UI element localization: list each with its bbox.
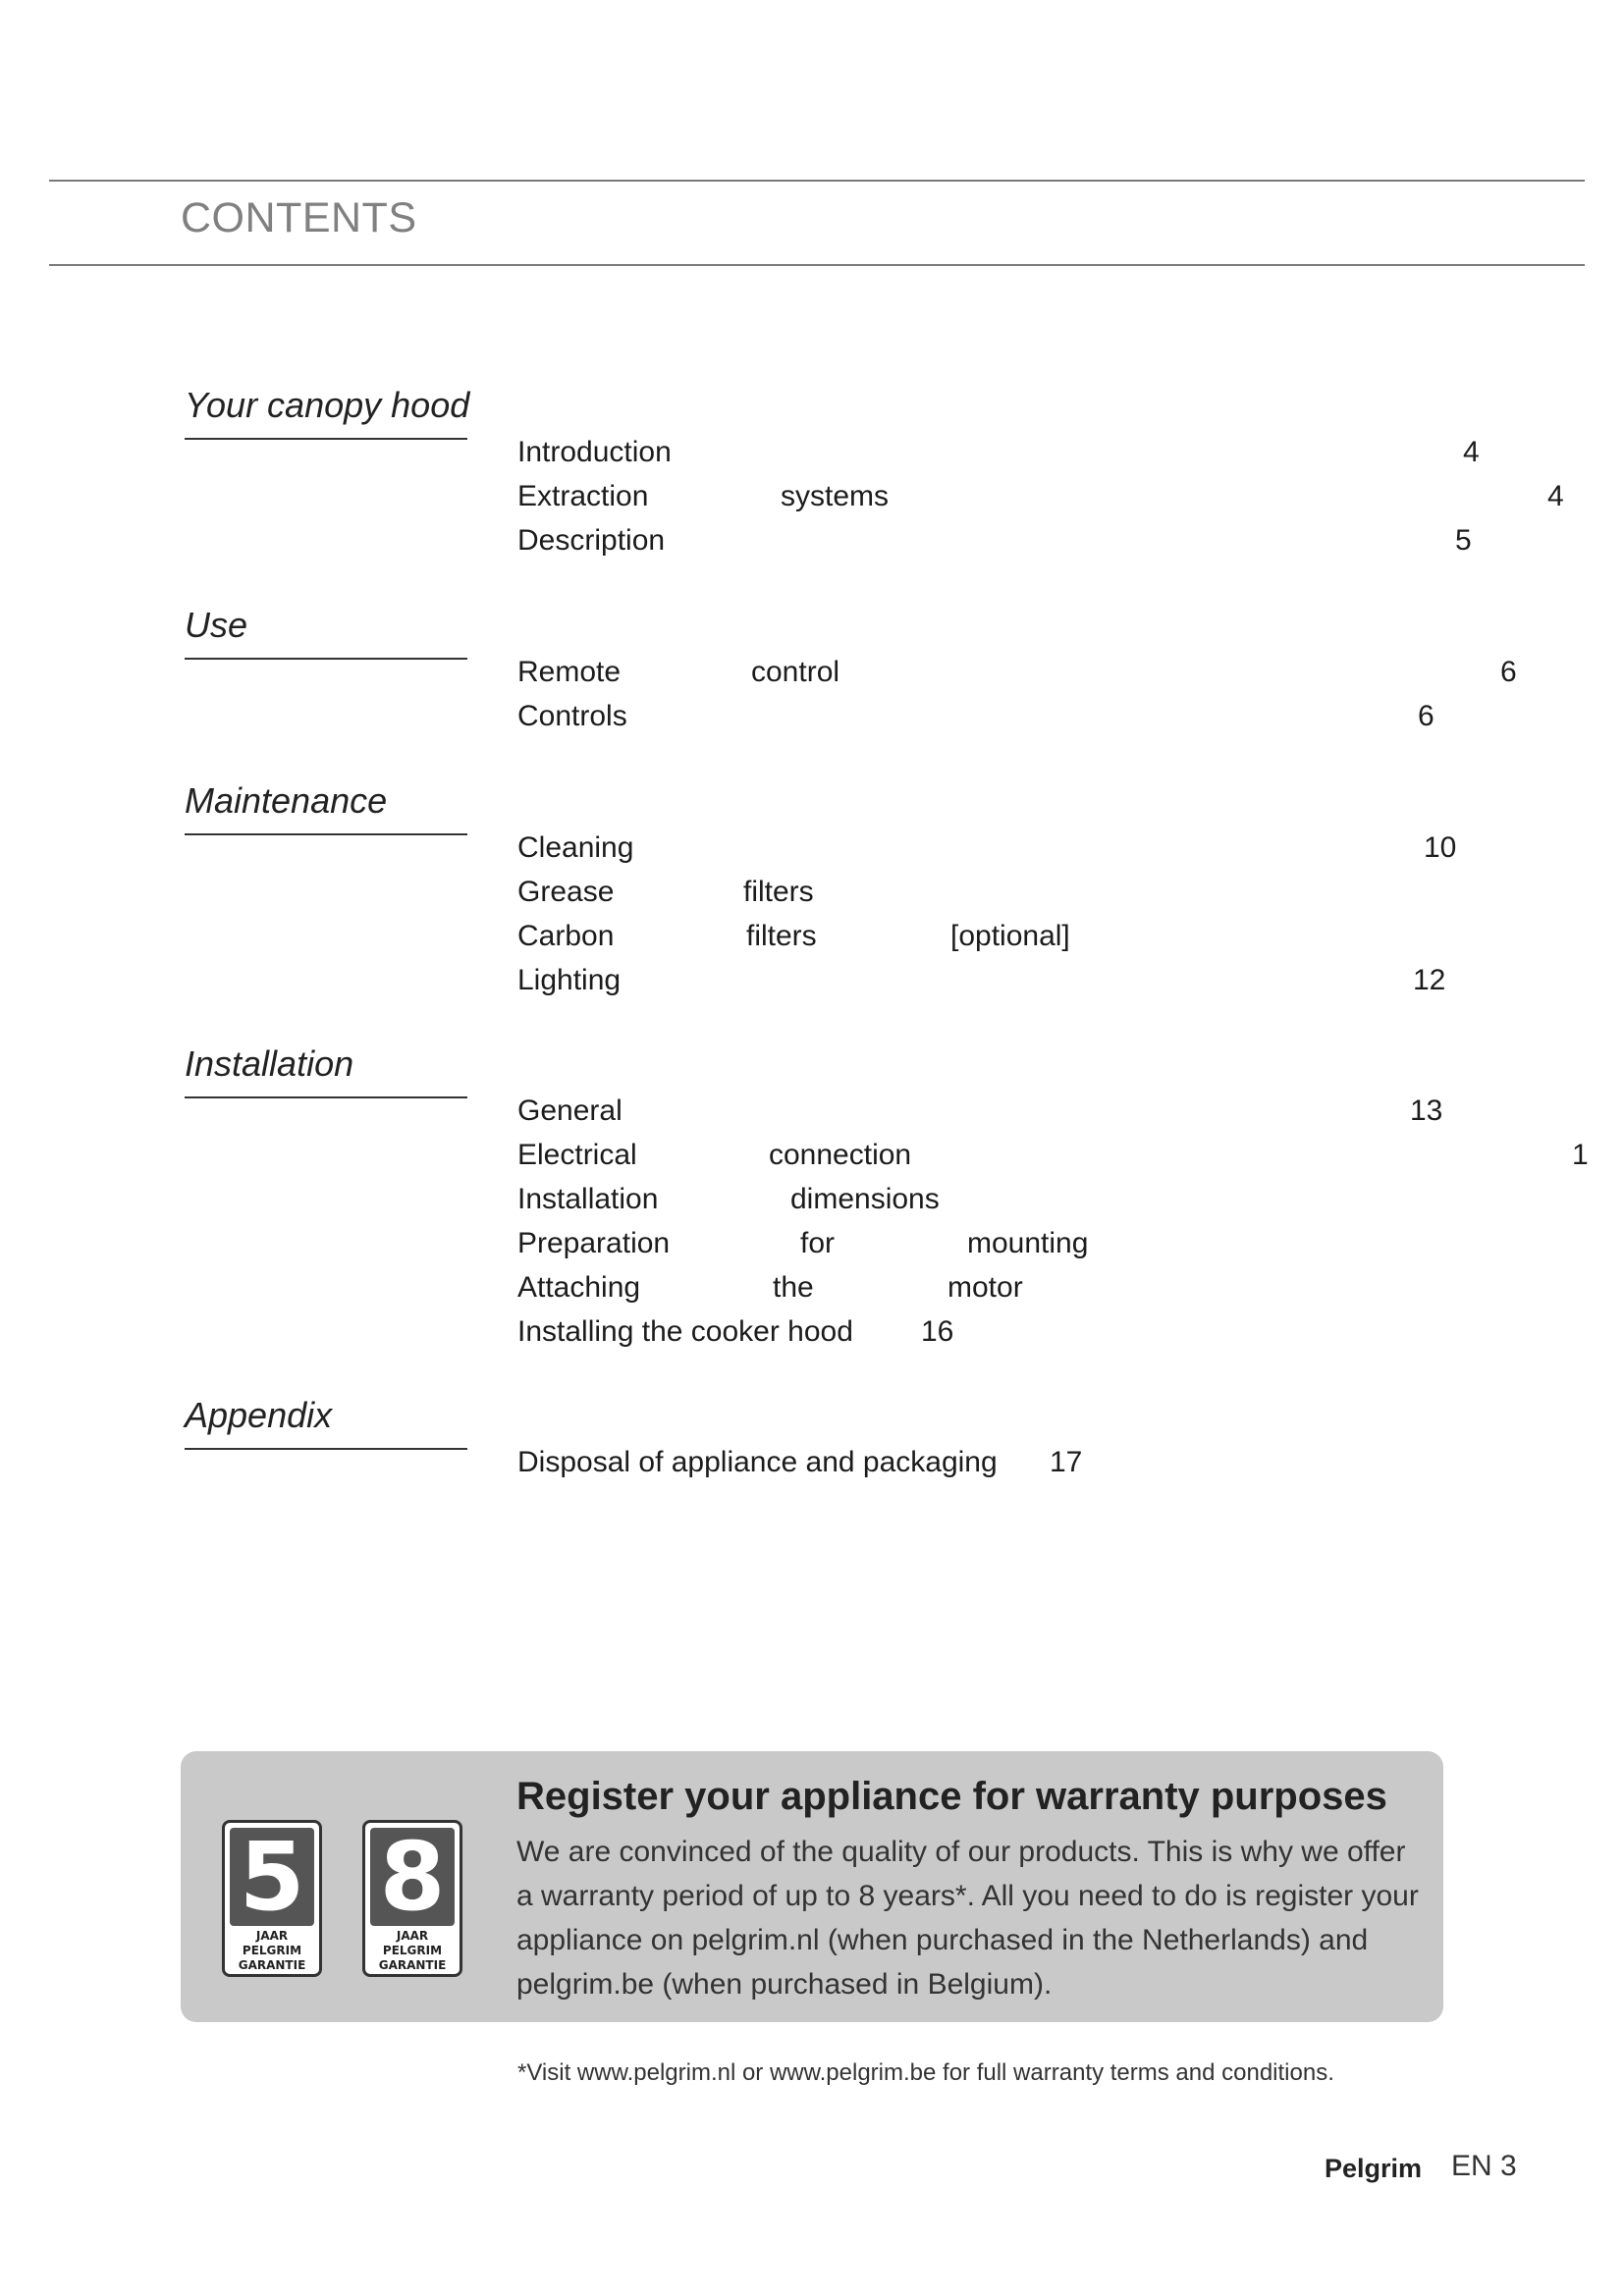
toc-entry-description[interactable]: Description — [517, 524, 666, 557]
toc-entry-general[interactable]: General — [517, 1095, 623, 1127]
toc-page-electrical: 1 — [1572, 1139, 1589, 1171]
page-title: CONTENTS — [181, 194, 417, 241]
toc-entry-grease[interactable]: Grease — [517, 876, 615, 908]
brand-logo: Pelgrim — [1325, 2154, 1423, 2183]
section-rule-maintenance — [185, 833, 467, 835]
toc-entry-preparation-word: for — [800, 1227, 836, 1259]
page-number: EN 3 — [1451, 2150, 1517, 2182]
toc-entry-installing[interactable]: Installing the cooker hood — [517, 1315, 853, 1348]
badge-caption: JAAR PELGRIM GARANTIE — [378, 1929, 447, 1972]
toc-entry-lighting[interactable]: Lighting — [517, 964, 622, 996]
header-bottom-rule — [49, 264, 1585, 266]
section-rule-canopy — [185, 438, 467, 440]
toc-entry-electrical[interactable]: Electrical — [517, 1139, 637, 1171]
warranty-footnote: *Visit www.pelgrim.nl or www.pelgrim.be for full warranty terms and conditions. — [517, 2059, 1334, 2086]
toc-entry-extraction[interactable]: Extraction — [517, 480, 649, 512]
toc-page-introduction: 4 — [1463, 436, 1480, 468]
toc-entry-remote[interactable]: Remote — [517, 656, 622, 688]
badge-number: 5 — [230, 1828, 314, 1926]
toc-entry-carbon-note: [optional] — [950, 920, 1070, 952]
section-title-maintenance: Maintenance — [185, 780, 388, 821]
toc-page-lighting: 12 — [1413, 964, 1446, 996]
toc-entry-preparation[interactable]: Preparation — [517, 1227, 671, 1259]
toc-entry-dimensions[interactable]: Installation — [517, 1183, 659, 1215]
section-title-use: Use — [185, 605, 248, 645]
section-rule-use — [185, 658, 467, 660]
warranty-banner — [181, 1751, 1443, 2022]
header-top-rule — [49, 180, 1585, 182]
section-rule-appendix — [185, 1448, 467, 1450]
toc-page-remote: 6 — [1500, 656, 1517, 688]
toc-entry-attaching-word: the — [773, 1271, 814, 1304]
toc-page-general: 13 — [1410, 1095, 1443, 1127]
toc-entry-preparation-word2: mounting — [967, 1227, 1089, 1259]
toc-entry-introduction[interactable]: Introduction — [517, 436, 672, 468]
warranty-badge-8-year — [362, 1820, 462, 1977]
badge-caption: JAAR PELGRIM GARANTIE — [238, 1929, 306, 1972]
toc-entry-dimensions-word: dimensions — [790, 1183, 940, 1215]
toc-entry-extraction-word: systems — [781, 480, 890, 512]
toc-entry-grease-word: filters — [743, 876, 814, 908]
section-title-appendix: Appendix — [185, 1395, 333, 1435]
toc-entry-cleaning[interactable]: Cleaning — [517, 831, 634, 864]
toc-page-cleaning: 10 — [1424, 831, 1457, 864]
toc-entry-attaching-word2: motor — [947, 1271, 1023, 1304]
toc-entry-carbon-word: filters — [746, 920, 817, 952]
toc-entry-remote-word: control — [751, 656, 840, 688]
toc-entry-disposal[interactable]: Disposal of appliance and packaging — [517, 1446, 998, 1478]
warranty-text: We are convinced of the quality of our products. This is why we offer a warranty period of up to 8 years*. All you need to do is register your appliance on pelgrim.nl (when purchased in the Netherlands) and pelgrim.be (when purchased in Belgium). — [516, 1836, 1419, 2001]
warranty-title: Register your appliance for warranty purposes — [516, 1775, 1387, 1818]
toc-page-extraction: 4 — [1547, 480, 1564, 512]
warranty-badge-5-year — [222, 1820, 322, 1977]
toc-entry-controls[interactable]: Controls — [517, 700, 627, 732]
toc-entry-attaching[interactable]: Attaching — [517, 1271, 641, 1304]
toc-page-description: 5 — [1455, 524, 1472, 557]
section-rule-installation — [185, 1096, 467, 1098]
toc-entry-electrical-word: connection — [769, 1139, 912, 1171]
toc-page-controls: 6 — [1418, 700, 1435, 732]
toc-entry-carbon[interactable]: Carbon — [517, 920, 615, 952]
toc-page-disposal: 17 — [1050, 1446, 1083, 1478]
badge-number: 8 — [370, 1828, 455, 1926]
section-title-installation: Installation — [185, 1043, 354, 1084]
section-title-canopy: Your canopy hood — [185, 385, 470, 425]
toc-page-installing: 16 — [921, 1315, 954, 1348]
